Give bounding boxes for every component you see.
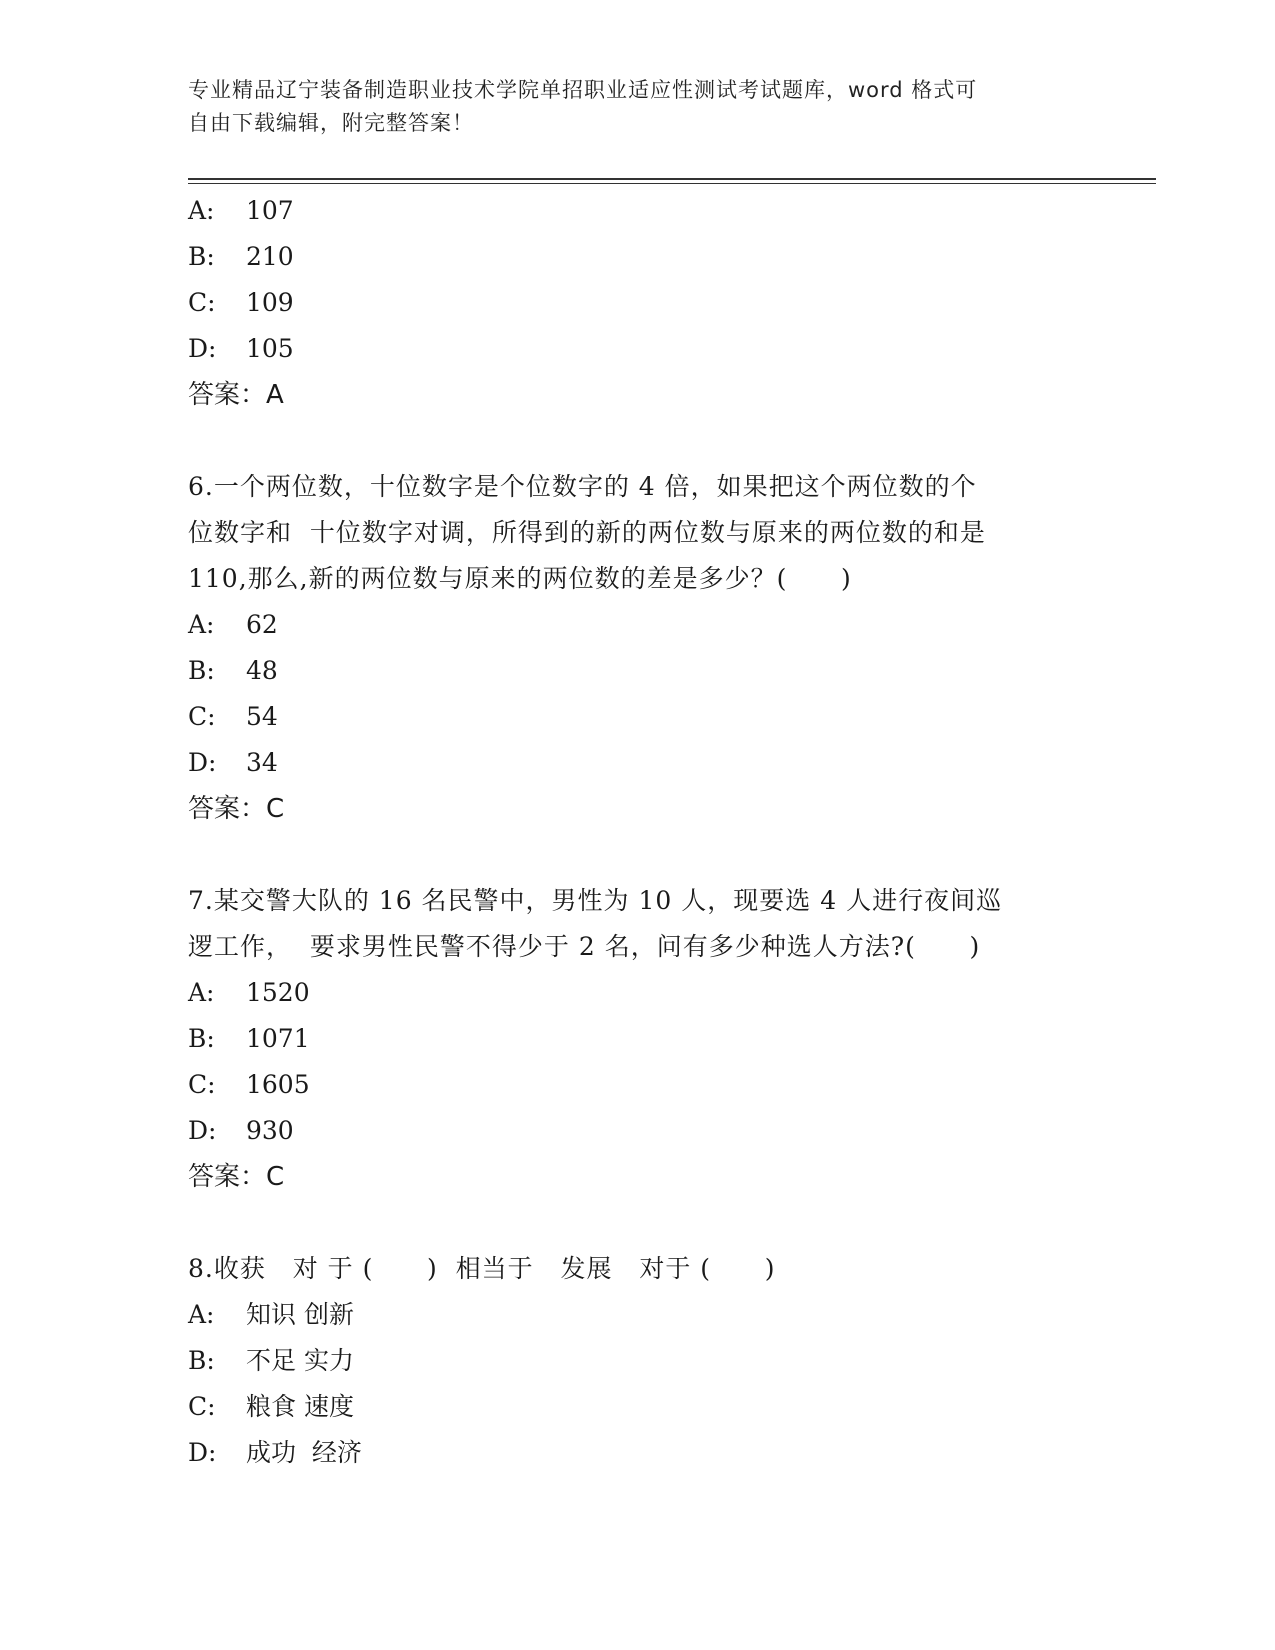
option-d <box>188 1108 1088 1154</box>
option-a <box>188 188 1088 234</box>
option-c <box>188 694 1088 740</box>
question-line: 110,那么,新的两位数与原来的两位数的差是多少？( ) <box>188 564 852 593</box>
option-letter: B: <box>188 1024 215 1053</box>
option-text: 不足 实力 <box>246 1346 354 1375</box>
question-line: 6.一个两位数，十位数字是个位数字的 4 倍，如果把这个两位数的个 <box>188 472 977 501</box>
option-c <box>188 1384 1088 1430</box>
document-header <box>188 74 1068 140</box>
option-text: 210 <box>246 242 294 271</box>
question-7-options <box>188 970 1088 1154</box>
option-text: 34 <box>246 748 278 777</box>
question-5-options <box>188 188 1088 372</box>
option-a <box>188 1292 1088 1338</box>
spacer <box>188 1200 1088 1246</box>
option-letter: B: <box>188 242 215 271</box>
option-text: 107 <box>246 196 294 225</box>
option-text: 成功 经济 <box>246 1438 362 1467</box>
question-8-options <box>188 1292 1088 1476</box>
question-line: 7.某交警大队的 16 名民警中，男性为 10 人，现要选 4 人进行夜间巡 <box>188 886 1003 915</box>
option-text: 109 <box>246 288 294 317</box>
option-text: 62 <box>246 610 278 639</box>
option-letter: C: <box>188 288 216 317</box>
option-a <box>188 602 1088 648</box>
option-letter: A: <box>188 610 215 639</box>
option-letter: A: <box>188 978 215 1007</box>
option-a <box>188 970 1088 1016</box>
option-text: 知识 创新 <box>246 1300 354 1329</box>
option-letter: C: <box>188 702 216 731</box>
header-line-2: 自由下载编辑，附完整答案！ <box>188 111 474 135</box>
question-content <box>188 188 1088 1476</box>
option-text: 930 <box>246 1116 294 1145</box>
question-line: 位数字和 十位数字对调，所得到的新的两位数与原来的两位数的和是 <box>188 518 986 547</box>
question-6-answer: 答案：C <box>188 794 285 824</box>
option-letter: D: <box>188 334 217 363</box>
option-b <box>188 1016 1088 1062</box>
question-5-answer: 答案：A <box>188 380 284 410</box>
question-7-stem <box>188 878 1088 970</box>
option-letter: C: <box>188 1070 216 1099</box>
option-c <box>188 280 1088 326</box>
option-letter: A: <box>188 1300 215 1329</box>
option-letter: B: <box>188 656 215 685</box>
header-line-1: 专业精品辽宁装备制造职业技术学院单招职业适应性测试考试题库，word 格式可 <box>188 78 978 102</box>
option-letter: D: <box>188 1116 217 1145</box>
option-b <box>188 234 1088 280</box>
option-text: 48 <box>246 656 278 685</box>
question-line: 逻工作， 要求男性民警不得少于 2 名，问有多少种选人方法?( ) <box>188 932 981 961</box>
header-divider-thick <box>188 178 1156 180</box>
option-b <box>188 648 1088 694</box>
option-d <box>188 326 1088 372</box>
option-letter: D: <box>188 1438 217 1467</box>
option-d <box>188 1430 1088 1476</box>
option-letter: A: <box>188 196 215 225</box>
spacer <box>188 832 1088 878</box>
spacer <box>188 418 1088 464</box>
option-d <box>188 740 1088 786</box>
option-letter: B: <box>188 1346 215 1375</box>
option-text: 粮食 速度 <box>246 1392 354 1421</box>
option-c <box>188 1062 1088 1108</box>
option-b <box>188 1338 1088 1384</box>
option-letter: D: <box>188 748 217 777</box>
option-text: 54 <box>246 702 278 731</box>
question-8-stem <box>188 1246 1088 1292</box>
option-letter: C: <box>188 1392 216 1421</box>
question-line: 8.收获 对 于 ( ) 相当于 发展 对于 ( ) <box>188 1254 776 1283</box>
question-6-options <box>188 602 1088 786</box>
question-7-answer: 答案：C <box>188 1162 285 1192</box>
option-text: 1071 <box>246 1024 310 1053</box>
question-6-stem <box>188 464 1088 602</box>
option-text: 1520 <box>246 978 310 1007</box>
header-divider-thin <box>188 183 1156 184</box>
option-text: 1605 <box>246 1070 310 1099</box>
option-text: 105 <box>246 334 294 363</box>
